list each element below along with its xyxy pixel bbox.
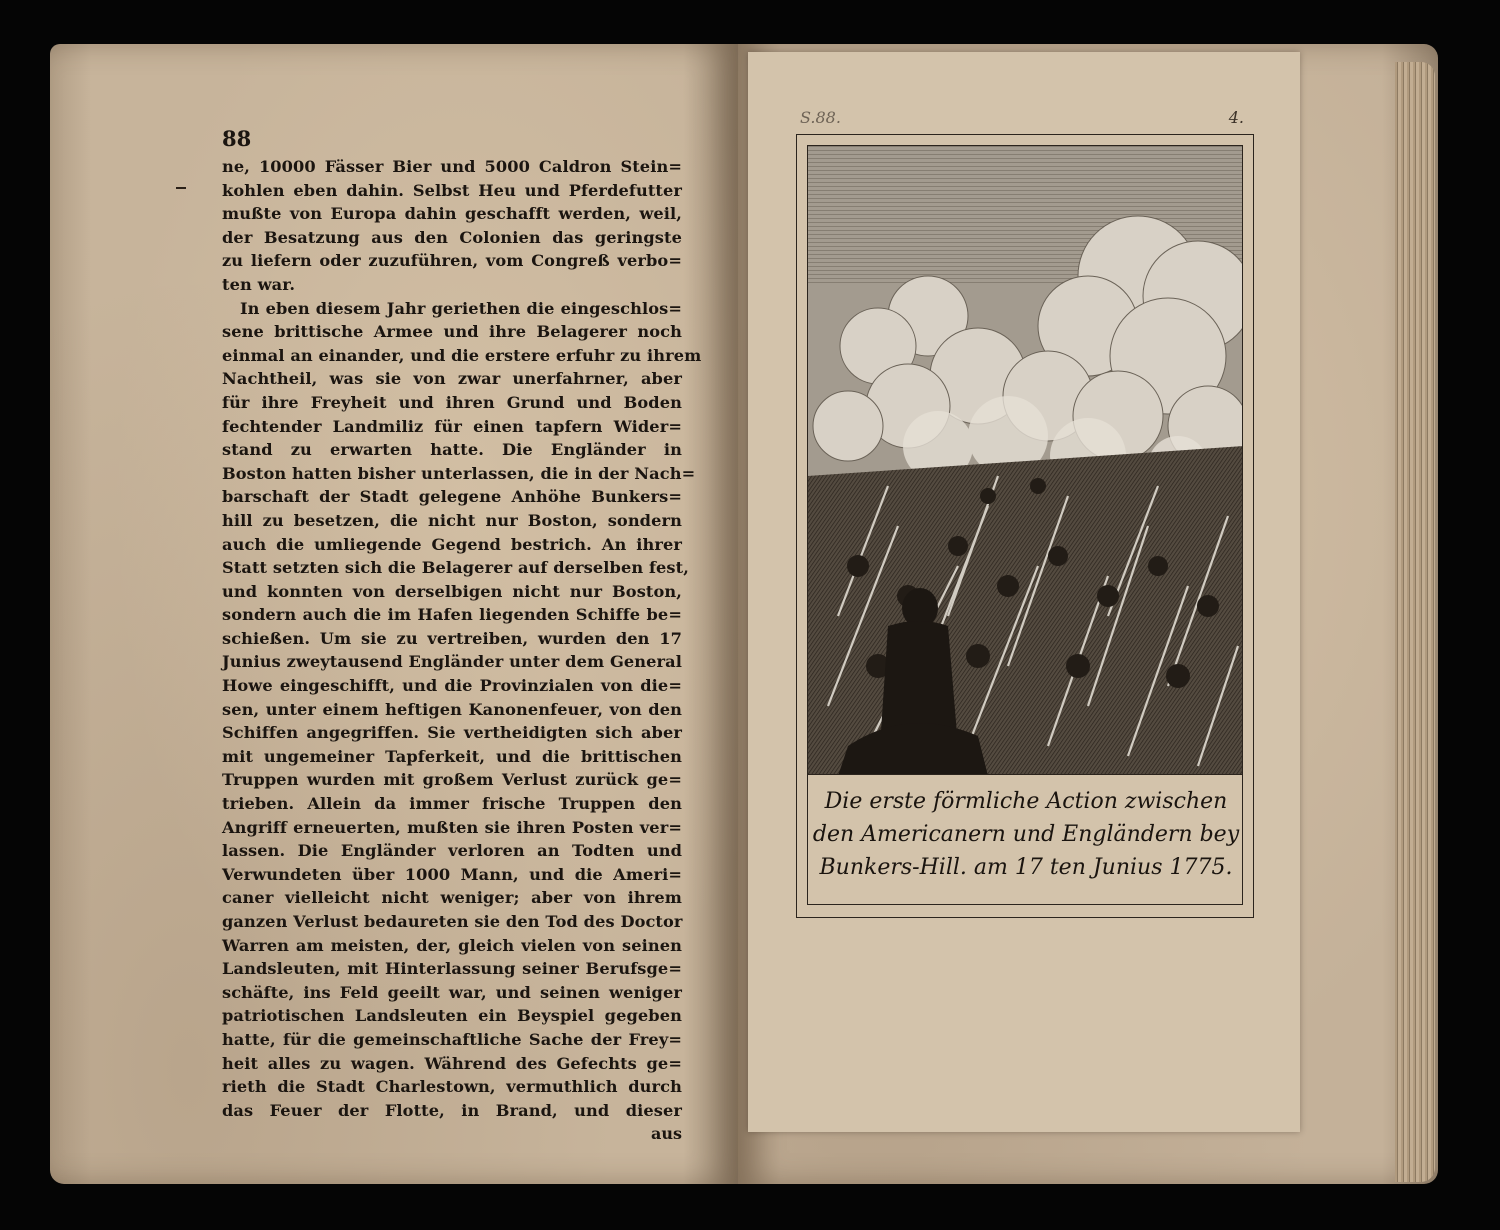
text-line: einmal an einander, und die erstere erfuhr zu ihrem — [222, 345, 702, 365]
plate-frame — [796, 134, 1254, 918]
text-line: trieben. Allein da immer frische Truppen den — [222, 794, 682, 814]
text-line: caner vielleicht nicht weniger; aber von ihrem — [222, 888, 682, 908]
text-line: ganzen Verlust bedaureten sie den Tod des Doctor — [222, 912, 683, 931]
plate-caption — [808, 785, 1244, 884]
text-line: das Feuer der Flotte, in Brand, und dieser — [222, 1100, 682, 1120]
left-page — [50, 44, 738, 1184]
text-line: lassen. Die Engländer verloren an Todten und — [222, 841, 682, 861]
text-line: ten war. — [222, 274, 296, 294]
margin-mark — [176, 187, 186, 189]
engraving-illustration — [808, 146, 1243, 775]
text-line: patriotischen Landsleuten ein Beyspiel gegeben — [222, 1006, 682, 1026]
text-line: Boston hatten bisher unterlassen, die in der Nach= — [222, 463, 696, 483]
text-line: heit alles zu wagen. Während des Gefechts ge= — [222, 1053, 682, 1073]
text-line: Schiffen angegriffen. Sie vertheidigten sich aber — [222, 723, 682, 743]
text-line: Truppen wurden mit großem Verlust zurück ge= — [222, 770, 682, 790]
text-line: rieth die Stadt Charlestown, vermuthlich durch — [222, 1077, 682, 1097]
text-line: Statt setzten sich die Belagerer auf derselben fest, — [222, 558, 689, 578]
text-line: der Besatzung aus den Colonien das geringste — [222, 227, 682, 247]
text-line: Howe eingeschifft, und die Provinzialen von die= — [222, 676, 682, 696]
text-line: zu liefern oder zuzuführen, vom Congreß verbo= — [222, 251, 682, 271]
caption-line: Bunkers-Hill. am 17 ten Junius 1775. — [819, 855, 1233, 880]
text-line: Warren am meisten, der, gleich vielen von seinen — [222, 935, 682, 955]
text-line: auch die umliegende Gegend bestrich. An ihrer — [222, 534, 682, 554]
text-line: Nachtheil, was sie von zwar unerfahrner, aber — [222, 369, 682, 389]
text-line: sene brittische Armee und ihre Belagerer noch — [222, 322, 682, 342]
text-line: hill zu besetzen, die nicht nur Boston, sondern — [222, 510, 682, 530]
caption-line: Die erste förmliche Action zwischen — [824, 789, 1228, 814]
text-line: schießen. Um sie zu vertreiben, wurden den 17 — [222, 628, 682, 648]
plate-leaf — [748, 52, 1300, 1132]
battle-engraving — [807, 145, 1243, 775]
text-line: Verwundeten über 1000 Mann, und die Ameri= — [222, 864, 682, 884]
text-line: barschaft der Stadt gelegene Anhöhe Bunkers= — [222, 487, 682, 507]
caption-area — [807, 775, 1243, 905]
text-line: sen, unter einem heftigen Kanonenfeuer, von den — [222, 699, 682, 719]
text-line: für ihre Freyheit und ihren Grund und Boden — [222, 392, 682, 412]
plate-number: 4. — [1228, 108, 1244, 127]
text-line: und konnten von derselbigen nicht nur Boston, — [222, 581, 682, 601]
text-line: schäfte, ins Feld geeilt war, und seinen weniger — [222, 982, 682, 1002]
open-book — [50, 44, 1438, 1184]
text-line: kohlen eben dahin. Selbst Heu und Pferdefutter — [222, 180, 682, 200]
catchword: aus — [650, 1124, 682, 1144]
text-line: Angriff erneuerten, mußten sie ihren Posten ver= — [222, 817, 682, 837]
text-line: hatte, für die gemeinschaftliche Sache der Frey= — [222, 1029, 682, 1049]
plate-reference: S.88. — [800, 108, 841, 127]
text-line: Junius zweytausend Engländer unter dem General — [222, 652, 682, 672]
text-line: Landsleuten, mit Hinterlassung seiner Berufsge= — [222, 959, 682, 979]
caption-line: den Americanern und Engländern bey — [812, 822, 1240, 847]
page-edges — [1395, 62, 1435, 1182]
text-line: stand zu erwarten hatte. Die Engländer in — [222, 440, 682, 460]
page-number: 88 — [222, 126, 252, 151]
text-line: fechtender Landmiliz für einen tapfern Wider= — [222, 416, 682, 436]
text-line: mit ungemeiner Tapferkeit, und die brittischen — [222, 746, 682, 766]
text-line: ne, 10000 Fässer Bier und 5000 Caldron Stein= — [222, 157, 682, 176]
text-line: mußte von Europa dahin geschafft werden, weil, — [222, 204, 682, 224]
text-block — [222, 126, 702, 1144]
text-line: sondern auch die im Hafen liegenden Schiffe be= — [222, 605, 682, 625]
text-line: In eben diesem Jahr geriethen die eingeschlos= — [240, 298, 682, 318]
